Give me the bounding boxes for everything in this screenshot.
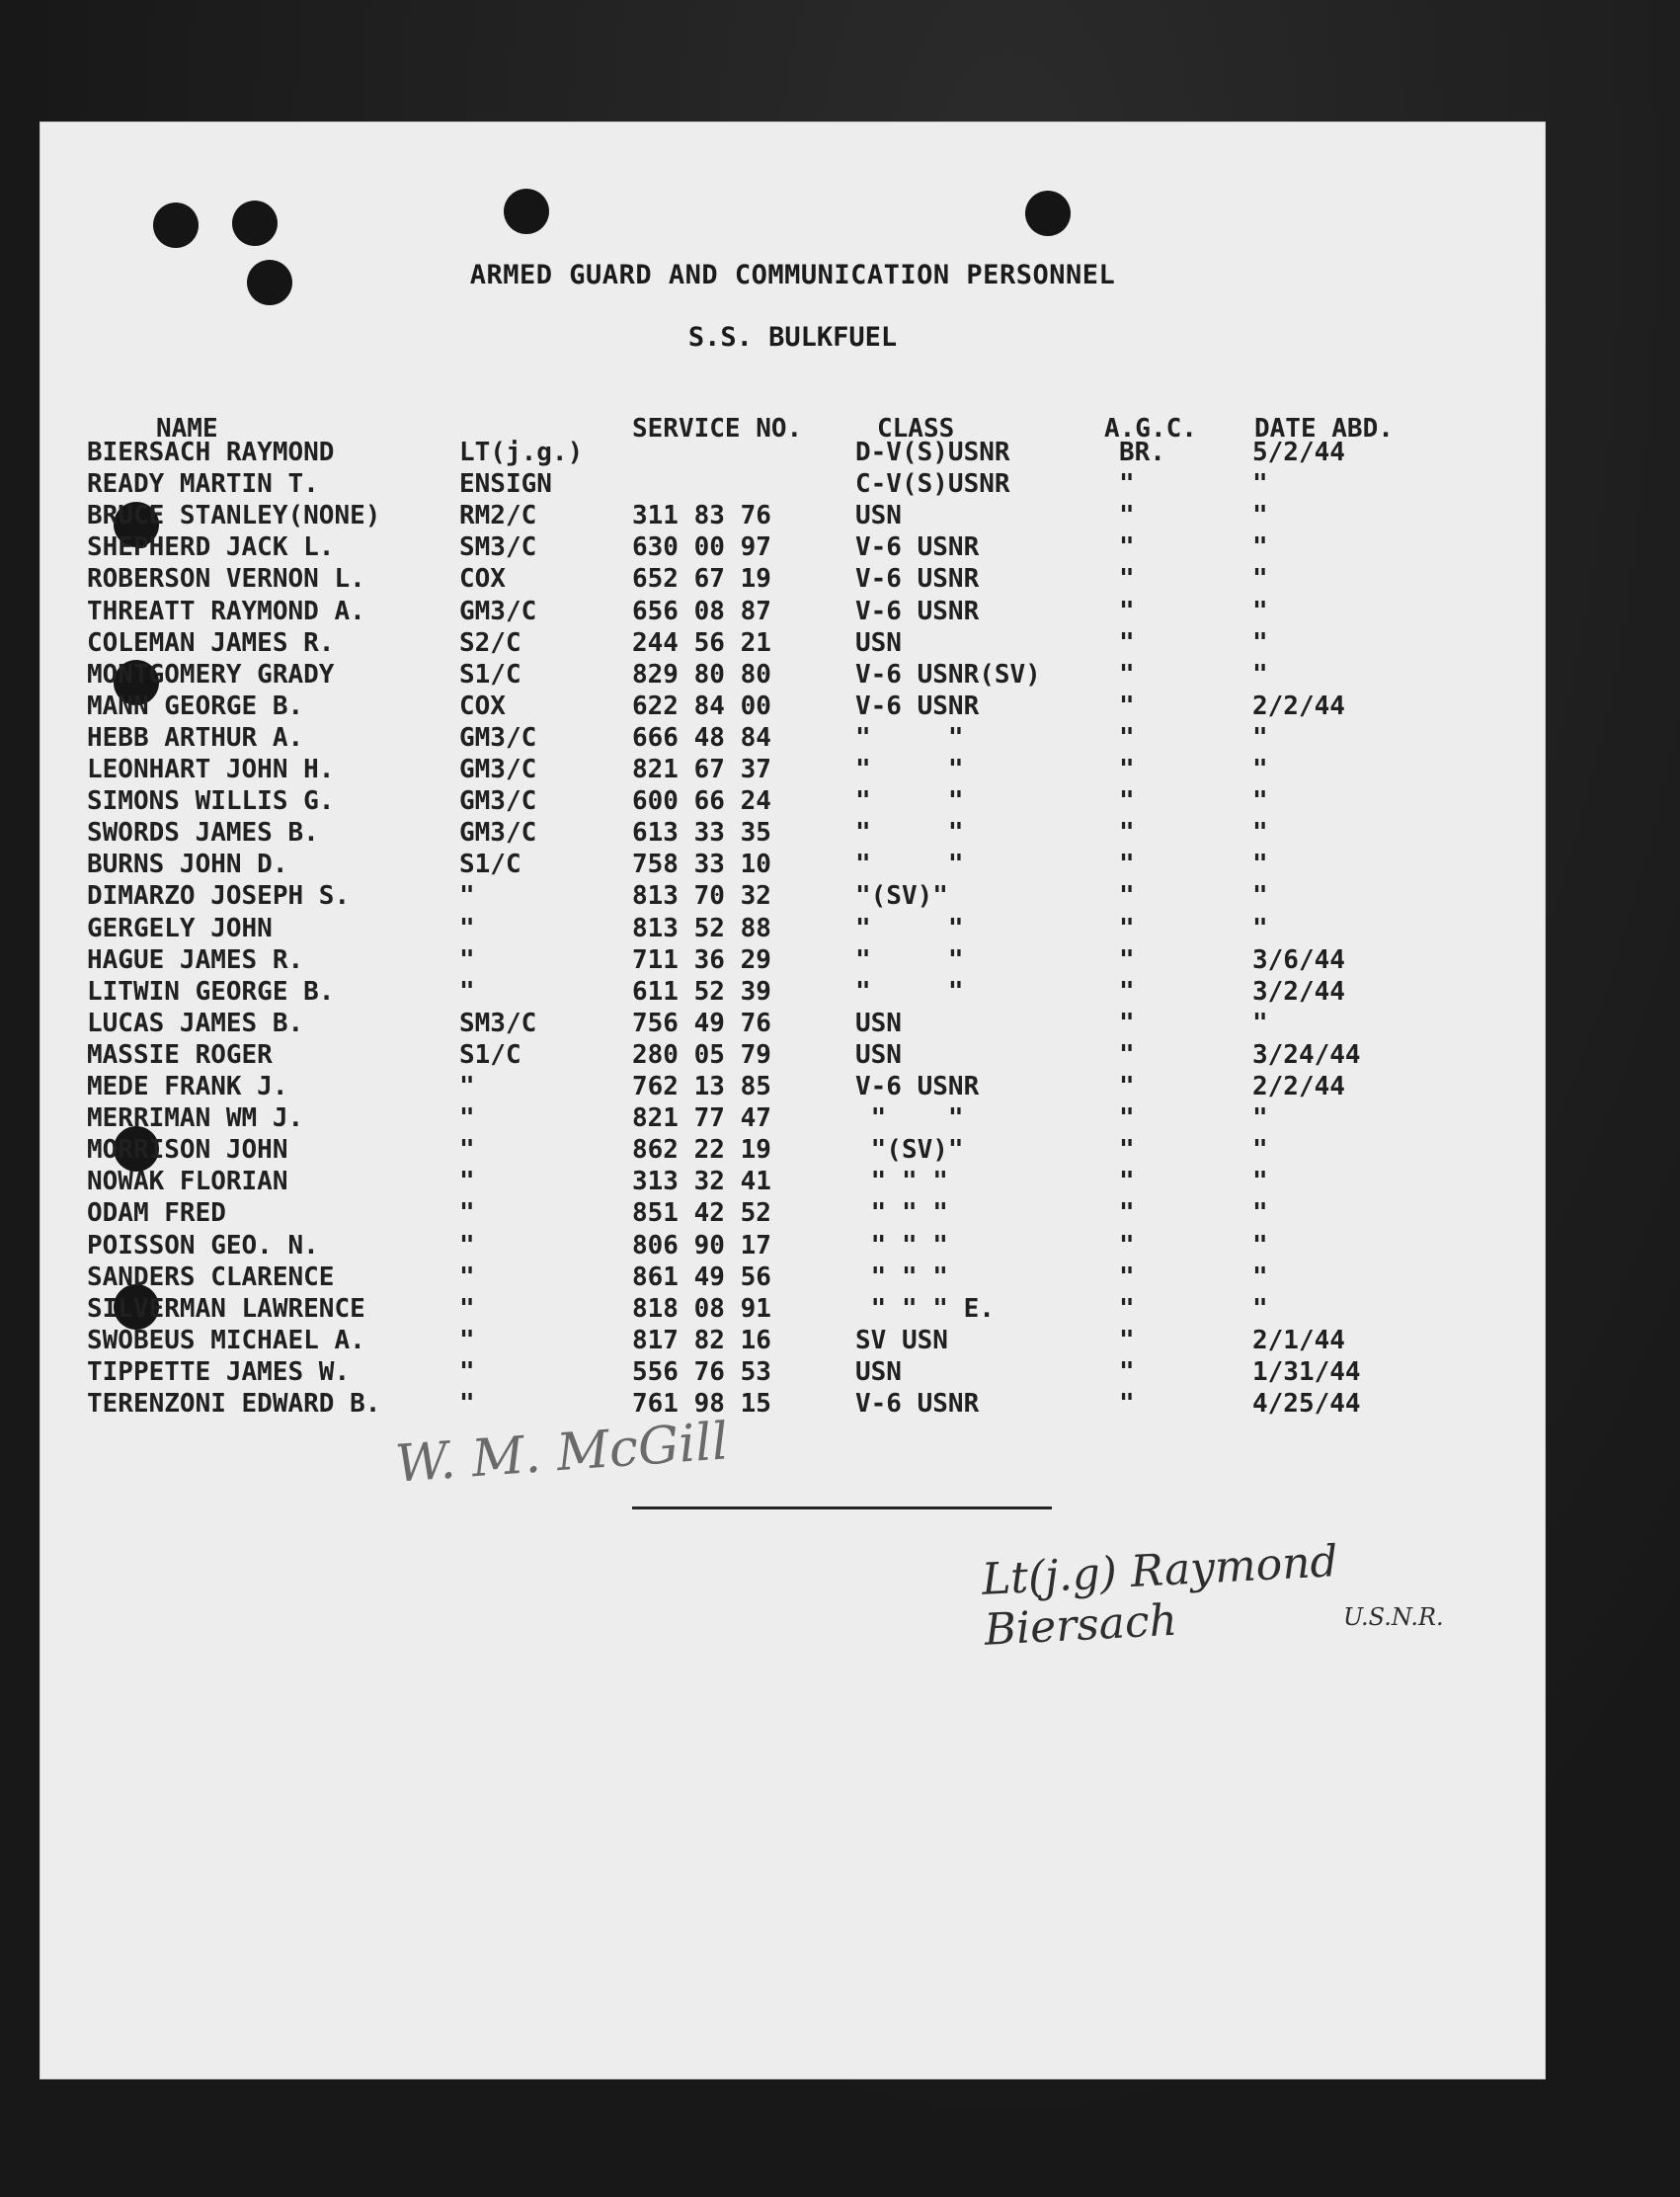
header-class: CLASS (877, 414, 955, 444)
document-subtitle: S.S. BULKFUEL (687, 322, 898, 353)
cell-rate: RM2/C (459, 501, 537, 531)
cell-date: " (1252, 881, 1268, 912)
cell-name: DIMARZO JOSEPH S. (87, 881, 351, 912)
cell-agc: " (1119, 1198, 1135, 1229)
cell-class: "(SV)" (855, 881, 948, 912)
cell-agc: " (1119, 881, 1135, 912)
cell-class: V-6 USNR (855, 564, 980, 595)
cell-rate: GM3/C (459, 755, 537, 784)
document-page (40, 122, 1546, 2079)
cell-date: " (1252, 913, 1268, 943)
cell-agc: " (1119, 564, 1135, 595)
signature-line (632, 1506, 1052, 1509)
cell-name: SANDERS CLARENCE (87, 1261, 335, 1292)
cell-rate: " (459, 1230, 475, 1261)
cell-service-no: 817 82 16 (632, 1325, 771, 1355)
cell-name: SIMONS WILLIS G. (87, 786, 335, 817)
cell-name: MANN GEORGE B. (87, 691, 304, 721)
cell-name: NOWAK FLORIAN (87, 1167, 288, 1197)
cell-rate: S1/C (459, 1039, 521, 1070)
cell-rate: " (459, 1293, 475, 1324)
cell-rate: " (459, 1072, 475, 1101)
cell-agc: " (1119, 976, 1135, 1007)
cell-name: TIPPETTE JAMES W. (87, 1356, 351, 1387)
cell-agc: " (1119, 786, 1135, 817)
cell-date: 1/31/44 (1252, 1356, 1361, 1387)
cell-agc: " (1119, 1167, 1135, 1197)
cell-class: SV USN (855, 1325, 948, 1355)
cell-service-no: 829 80 80 (632, 659, 771, 690)
cell-name: READY MARTIN T. (87, 469, 319, 500)
cell-date: " (1252, 1167, 1268, 1197)
cell-class: " " " (855, 1167, 948, 1197)
document-title: ARMED GUARD AND COMMUNICATION PERSONNEL (469, 260, 1116, 290)
cell-agc: " (1119, 1008, 1135, 1038)
cell-date: 4/25/44 (1252, 1389, 1361, 1419)
cell-rate: " (459, 1325, 475, 1355)
cell-rate: " (459, 1356, 475, 1387)
cell-date: 2/2/44 (1252, 1072, 1345, 1101)
cell-agc: " (1119, 596, 1135, 626)
cell-service-no: 622 84 00 (632, 691, 771, 721)
cell-class: " " " (855, 1261, 948, 1292)
cell-service-no: 600 66 24 (632, 786, 771, 817)
cell-class: " " (855, 818, 964, 849)
cell-service-no: 861 49 56 (632, 1261, 771, 1292)
cell-date: " (1252, 627, 1268, 658)
cell-date: " (1252, 818, 1268, 849)
cell-date: 2/1/44 (1252, 1325, 1345, 1355)
cell-date: " (1252, 755, 1268, 784)
cell-name: HEBB ARTHUR A. (87, 722, 304, 753)
cell-name: COLEMAN JAMES R. (87, 627, 335, 658)
cell-class: " " " E. (855, 1293, 995, 1324)
cell-agc: " (1119, 850, 1135, 880)
cell-service-no: 813 52 88 (632, 913, 771, 943)
cell-agc: " (1119, 469, 1135, 500)
cell-class: D-V(S)USNR (855, 438, 1010, 467)
cell-rate: " (459, 913, 475, 943)
cell-service-no: 762 13 85 (632, 1072, 771, 1101)
cell-class: V-6 USNR (855, 1072, 980, 1101)
cell-rate: " (459, 976, 475, 1007)
cell-class: USN (855, 1008, 902, 1038)
cell-service-no: 666 48 84 (632, 722, 771, 753)
cell-name: MASSIE ROGER (87, 1039, 273, 1070)
cell-rate: COX (459, 564, 506, 595)
cell-rate: " (459, 1261, 475, 1292)
cell-class: " " (855, 1103, 964, 1134)
cell-rate: " (459, 1135, 475, 1166)
cell-date: " (1252, 1261, 1268, 1292)
cell-rate: " (459, 1389, 475, 1419)
cell-name: BRUCE STANLEY(NONE) (87, 501, 381, 531)
cell-name: TERENZONI EDWARD B. (87, 1389, 381, 1419)
cell-agc: " (1119, 659, 1135, 690)
cell-agc: " (1119, 1103, 1135, 1134)
signature-rank-suffix: U.S.N.R. (1343, 1603, 1444, 1631)
cell-date: " (1252, 1135, 1268, 1166)
cell-rate: COX (459, 691, 506, 721)
cell-service-no: 756 49 76 (632, 1008, 771, 1038)
cell-service-no: 711 36 29 (632, 944, 771, 975)
cell-class: V-6 USNR (855, 1389, 980, 1419)
cell-class: USN (855, 1039, 902, 1070)
cell-rate: SM3/C (459, 1008, 537, 1038)
cell-agc: " (1119, 913, 1135, 943)
cell-service-no: 821 67 37 (632, 755, 771, 784)
cell-name: SHEPHERD JACK L. (87, 532, 335, 563)
cell-class: C-V(S)USNR (855, 469, 1010, 500)
cell-service-no: 813 70 32 (632, 881, 771, 912)
cell-class: " " (855, 976, 964, 1007)
cell-service-no: 806 90 17 (632, 1230, 771, 1261)
cell-name: SWORDS JAMES B. (87, 818, 319, 849)
cell-rate: GM3/C (459, 818, 537, 849)
cell-class: " " (855, 944, 964, 975)
punch-hole (232, 201, 278, 246)
cell-service-no: 821 77 47 (632, 1103, 771, 1134)
cell-agc: " (1119, 501, 1135, 531)
cell-date: " (1252, 532, 1268, 563)
cell-name: LUCAS JAMES B. (87, 1008, 304, 1038)
cell-agc: " (1119, 627, 1135, 658)
cell-name: BIERSACH RAYMOND (87, 438, 335, 467)
cell-rate: " (459, 944, 475, 975)
cell-agc: " (1119, 1039, 1135, 1070)
cell-name: ODAM FRED (87, 1198, 226, 1229)
cell-class: "(SV)" (855, 1135, 964, 1166)
cell-date: " (1252, 659, 1268, 690)
cell-service-no: 311 83 76 (632, 501, 771, 531)
cell-rate: S2/C (459, 627, 521, 658)
cell-date: 2/2/44 (1252, 691, 1345, 721)
punch-hole (1025, 191, 1071, 236)
handwritten-signature-right: Lt(j.g) Raymond Biersach (980, 1536, 1339, 1656)
cell-class: USN (855, 627, 902, 658)
cell-name: SWOBEUS MICHAEL A. (87, 1325, 365, 1355)
cell-agc: " (1119, 532, 1135, 563)
cell-name: HAGUE JAMES R. (87, 944, 304, 975)
cell-date: " (1252, 722, 1268, 753)
cell-class: " " (855, 913, 964, 943)
cell-class: V-6 USNR (855, 691, 980, 721)
cell-date: " (1252, 501, 1268, 531)
cell-agc: " (1119, 691, 1135, 721)
cell-name: MONTGOMERY GRADY (87, 659, 335, 690)
cell-date: " (1252, 786, 1268, 817)
cell-rate: " (459, 1198, 475, 1229)
cell-service-no: 280 05 79 (632, 1039, 771, 1070)
cell-agc: " (1119, 818, 1135, 849)
cell-date: " (1252, 469, 1268, 500)
cell-name: MEDE FRANK J. (87, 1072, 288, 1101)
cell-name: SILVERMAN LAWRENCE (87, 1293, 365, 1324)
cell-service-no: 818 08 91 (632, 1293, 771, 1324)
cell-service-no: 313 32 41 (632, 1167, 771, 1197)
cell-agc: " (1119, 1072, 1135, 1101)
cell-date: " (1252, 1008, 1268, 1038)
cell-date: 3/2/44 (1252, 976, 1345, 1007)
cell-date: " (1252, 850, 1268, 880)
cell-service-no: 556 76 53 (632, 1356, 771, 1387)
cell-agc: " (1119, 1230, 1135, 1261)
cell-rate: GM3/C (459, 596, 537, 626)
cell-service-no: 758 33 10 (632, 850, 771, 880)
cell-class: " " (855, 722, 964, 753)
cell-agc: " (1119, 1356, 1135, 1387)
cell-service-no: 656 08 87 (632, 596, 771, 626)
cell-rate: " (459, 881, 475, 912)
cell-rate: S1/C (459, 659, 521, 690)
header-date: DATE ABD. (1254, 414, 1394, 444)
cell-name: MORRISON JOHN (87, 1135, 288, 1166)
cell-rate: GM3/C (459, 786, 537, 817)
cell-agc: " (1119, 1389, 1135, 1419)
cell-name: POISSON GEO. N. (87, 1230, 319, 1261)
cell-class: " " (855, 755, 964, 784)
cell-name: LEONHART JOHN H. (87, 755, 335, 784)
cell-agc: " (1119, 1293, 1135, 1324)
cell-service-no: 862 22 19 (632, 1135, 771, 1166)
header-name: NAME (156, 414, 218, 444)
cell-service-no: 851 42 52 (632, 1198, 771, 1229)
handwritten-signature-left: W. M. McGill (393, 1412, 731, 1495)
cell-agc: " (1119, 755, 1135, 784)
cell-agc: " (1119, 1261, 1135, 1292)
cell-name: ROBERSON VERNON L. (87, 564, 365, 595)
cell-date: 3/24/44 (1252, 1039, 1361, 1070)
header-agc: A.G.C. (1104, 414, 1197, 444)
cell-rate: SM3/C (459, 532, 537, 563)
cell-agc: " (1119, 722, 1135, 753)
cell-service-no: 611 52 39 (632, 976, 771, 1007)
header-service-no: SERVICE NO. (632, 414, 803, 444)
cell-name: THREATT RAYMOND A. (87, 596, 365, 626)
cell-class: " " (855, 786, 964, 817)
cell-date: 3/6/44 (1252, 944, 1345, 975)
cell-class: V-6 USNR(SV) (855, 659, 1041, 690)
cell-date: 5/2/44 (1252, 438, 1345, 467)
cell-name: BURNS JOHN D. (87, 850, 288, 880)
cell-rate: " (459, 1103, 475, 1134)
cell-agc: BR. (1119, 438, 1165, 467)
cell-date: " (1252, 1230, 1268, 1261)
cell-class: V-6 USNR (855, 596, 980, 626)
cell-service-no: 613 33 35 (632, 818, 771, 849)
cell-class: V-6 USNR (855, 532, 980, 563)
cell-class: " " " (855, 1230, 948, 1261)
cell-class: " " (855, 850, 964, 880)
cell-date: " (1252, 1198, 1268, 1229)
cell-class: USN (855, 501, 902, 531)
cell-agc: " (1119, 1135, 1135, 1166)
cell-name: MERRIMAN WM J. (87, 1103, 304, 1134)
cell-date: " (1252, 1103, 1268, 1134)
cell-service-no: 761 98 15 (632, 1389, 771, 1419)
punch-hole (153, 203, 199, 248)
cell-name: LITWIN GEORGE B. (87, 976, 335, 1007)
cell-service-no: 652 67 19 (632, 564, 771, 595)
cell-service-no: 630 00 97 (632, 532, 771, 563)
cell-date: " (1252, 596, 1268, 626)
cell-agc: " (1119, 944, 1135, 975)
punch-hole (504, 189, 549, 234)
cell-date: " (1252, 564, 1268, 595)
cell-rate: " (459, 1167, 475, 1197)
cell-class: USN (855, 1356, 902, 1387)
cell-date: " (1252, 1293, 1268, 1324)
cell-rate: ENSIGN (459, 469, 552, 500)
cell-rate: LT(j.g.) (459, 438, 584, 467)
cell-rate: S1/C (459, 850, 521, 880)
cell-rate: GM3/C (459, 722, 537, 753)
cell-name: GERGELY JOHN (87, 913, 273, 943)
cell-agc: " (1119, 1325, 1135, 1355)
cell-service-no: 244 56 21 (632, 627, 771, 658)
cell-class: " " " (855, 1198, 948, 1229)
